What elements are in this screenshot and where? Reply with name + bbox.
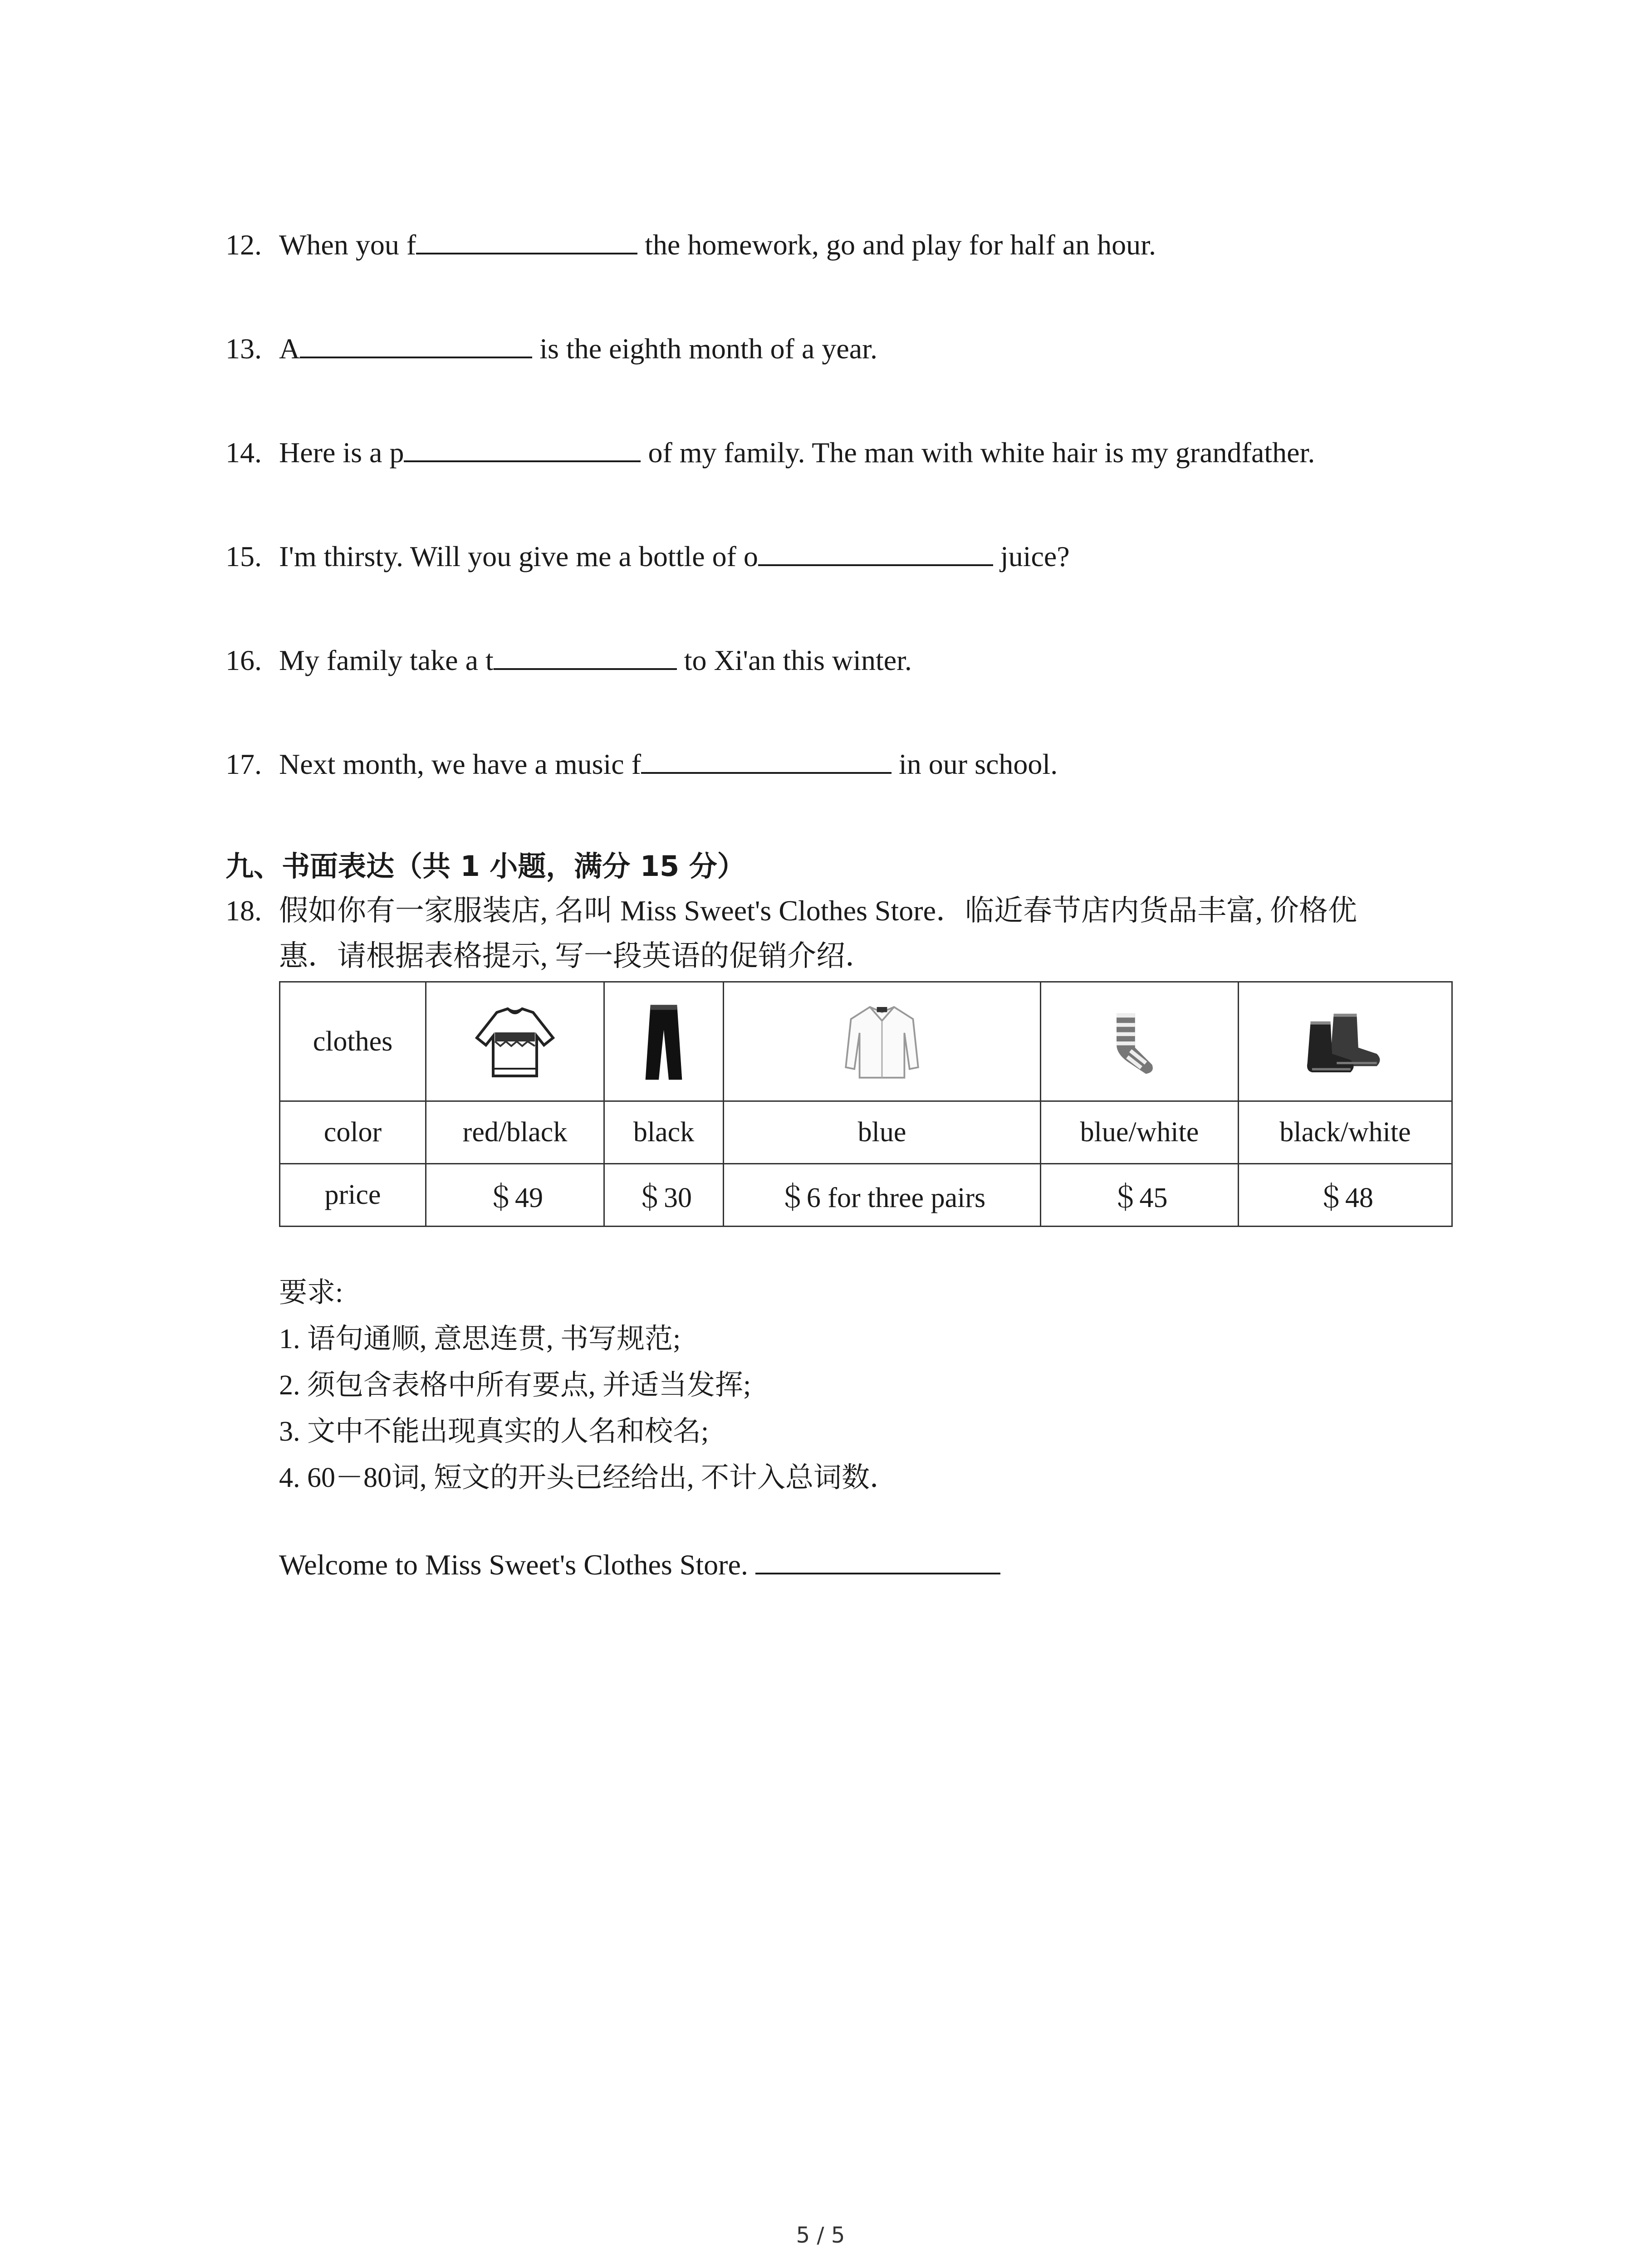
table-cell xyxy=(426,982,604,1101)
question-number: 14. xyxy=(225,436,262,469)
question-number: 12. xyxy=(225,229,262,261)
page-number: 5 / 5 xyxy=(796,2223,845,2248)
prompt-line-1: 假如你有一家服装店, 名叫 Miss Sweet's Clothes Store．临近春节店内货品丰富, 价格优 xyxy=(279,894,1357,927)
question-17 xyxy=(225,744,1058,782)
question-12 xyxy=(225,225,1156,263)
question-13 xyxy=(225,328,877,367)
question-number: 18. xyxy=(225,894,262,927)
answer-blank[interactable] xyxy=(494,640,677,670)
question-number: 15. xyxy=(225,540,262,572)
question-number: 17. xyxy=(225,748,262,780)
table-cell: red/black xyxy=(426,1101,604,1164)
clothes-table xyxy=(279,981,1453,1227)
table-cell: blue/white xyxy=(1041,1101,1239,1164)
table-cell xyxy=(1239,982,1452,1101)
requirement-item: 3. 文中不能出现真实的人名和校名; xyxy=(279,1416,709,1447)
requirement-item: 1. 语句通顺, 意思连贯, 书写规范; xyxy=(279,1324,681,1354)
question-text-before: I'm thirsty. Will you give me a bottle of o xyxy=(279,540,758,572)
section-title: 九、书面表达（共 1 小题，满分 15 分） xyxy=(225,850,745,883)
question-number: 16. xyxy=(225,644,262,676)
welcome-text: Welcome to Miss Sweet's Clothes Store. xyxy=(279,1549,748,1581)
table-cell: ＄49 xyxy=(426,1164,604,1227)
sweater-icon xyxy=(470,996,560,1087)
question-text-after: the homework, go and play for half an hour. xyxy=(637,229,1156,261)
table-cell: blue xyxy=(724,1101,1041,1164)
requirement-item: 2. 须包含表格中所有要点, 并适当发挥; xyxy=(279,1370,751,1401)
question-text-after: of my family. The man with white hair is my grandfather. xyxy=(641,436,1315,469)
table-cell: black/white xyxy=(1239,1101,1452,1164)
table-cell xyxy=(724,982,1041,1101)
writing-blank[interactable] xyxy=(755,1545,1000,1574)
answer-blank[interactable] xyxy=(641,744,892,774)
answer-blank[interactable] xyxy=(300,328,532,358)
table-cell: ＄45 xyxy=(1041,1164,1239,1227)
question-text-after: juice? xyxy=(993,540,1070,572)
question-text-before: Next month, we have a music f xyxy=(279,748,641,780)
boots-icon xyxy=(1302,1003,1388,1080)
table-row-price xyxy=(280,1164,1452,1227)
row-label: price xyxy=(280,1164,426,1227)
table-cell: ＄30 xyxy=(604,1164,724,1227)
table-row-clothes xyxy=(280,982,1452,1101)
answer-blank[interactable] xyxy=(758,536,993,566)
writing-start xyxy=(279,1545,1000,1583)
answer-blank[interactable] xyxy=(416,225,637,254)
trousers-icon xyxy=(639,998,689,1085)
question-18-prompt xyxy=(225,893,1357,929)
row-label: color xyxy=(280,1101,426,1164)
question-text-before: A xyxy=(279,332,300,365)
table-row-color xyxy=(280,1101,1452,1164)
socks-icon xyxy=(1101,1003,1178,1080)
question-text-after: in our school. xyxy=(892,748,1058,780)
table-cell: ＄6 for three pairs xyxy=(724,1164,1041,1227)
question-text-after: is the eighth month of a year. xyxy=(532,332,877,365)
question-number: 13. xyxy=(225,332,262,365)
question-text-before: My family take a t xyxy=(279,644,494,676)
answer-blank[interactable] xyxy=(404,432,641,462)
question-15 xyxy=(225,536,1070,575)
table-cell xyxy=(1041,982,1239,1101)
question-16 xyxy=(225,640,912,679)
question-text-before: When you f xyxy=(279,229,416,261)
table-cell: black xyxy=(604,1101,724,1164)
question-14 xyxy=(225,432,1315,471)
question-text-after: to Xi'an this winter. xyxy=(676,644,912,676)
requirement-item: 4. 60－80词, 短文的开头已经给出, 不计入总词数． xyxy=(279,1462,898,1493)
row-label: clothes xyxy=(280,982,426,1101)
question-text-before: Here is a p xyxy=(279,436,404,469)
requirements-heading: 要求: xyxy=(279,1277,343,1308)
prompt-line-2: 惠．请根据表格提示, 写一段英语的促销介绍． xyxy=(279,940,874,972)
table-cell: ＄48 xyxy=(1239,1164,1452,1227)
table-cell xyxy=(604,982,724,1101)
shirt-icon xyxy=(839,998,925,1085)
